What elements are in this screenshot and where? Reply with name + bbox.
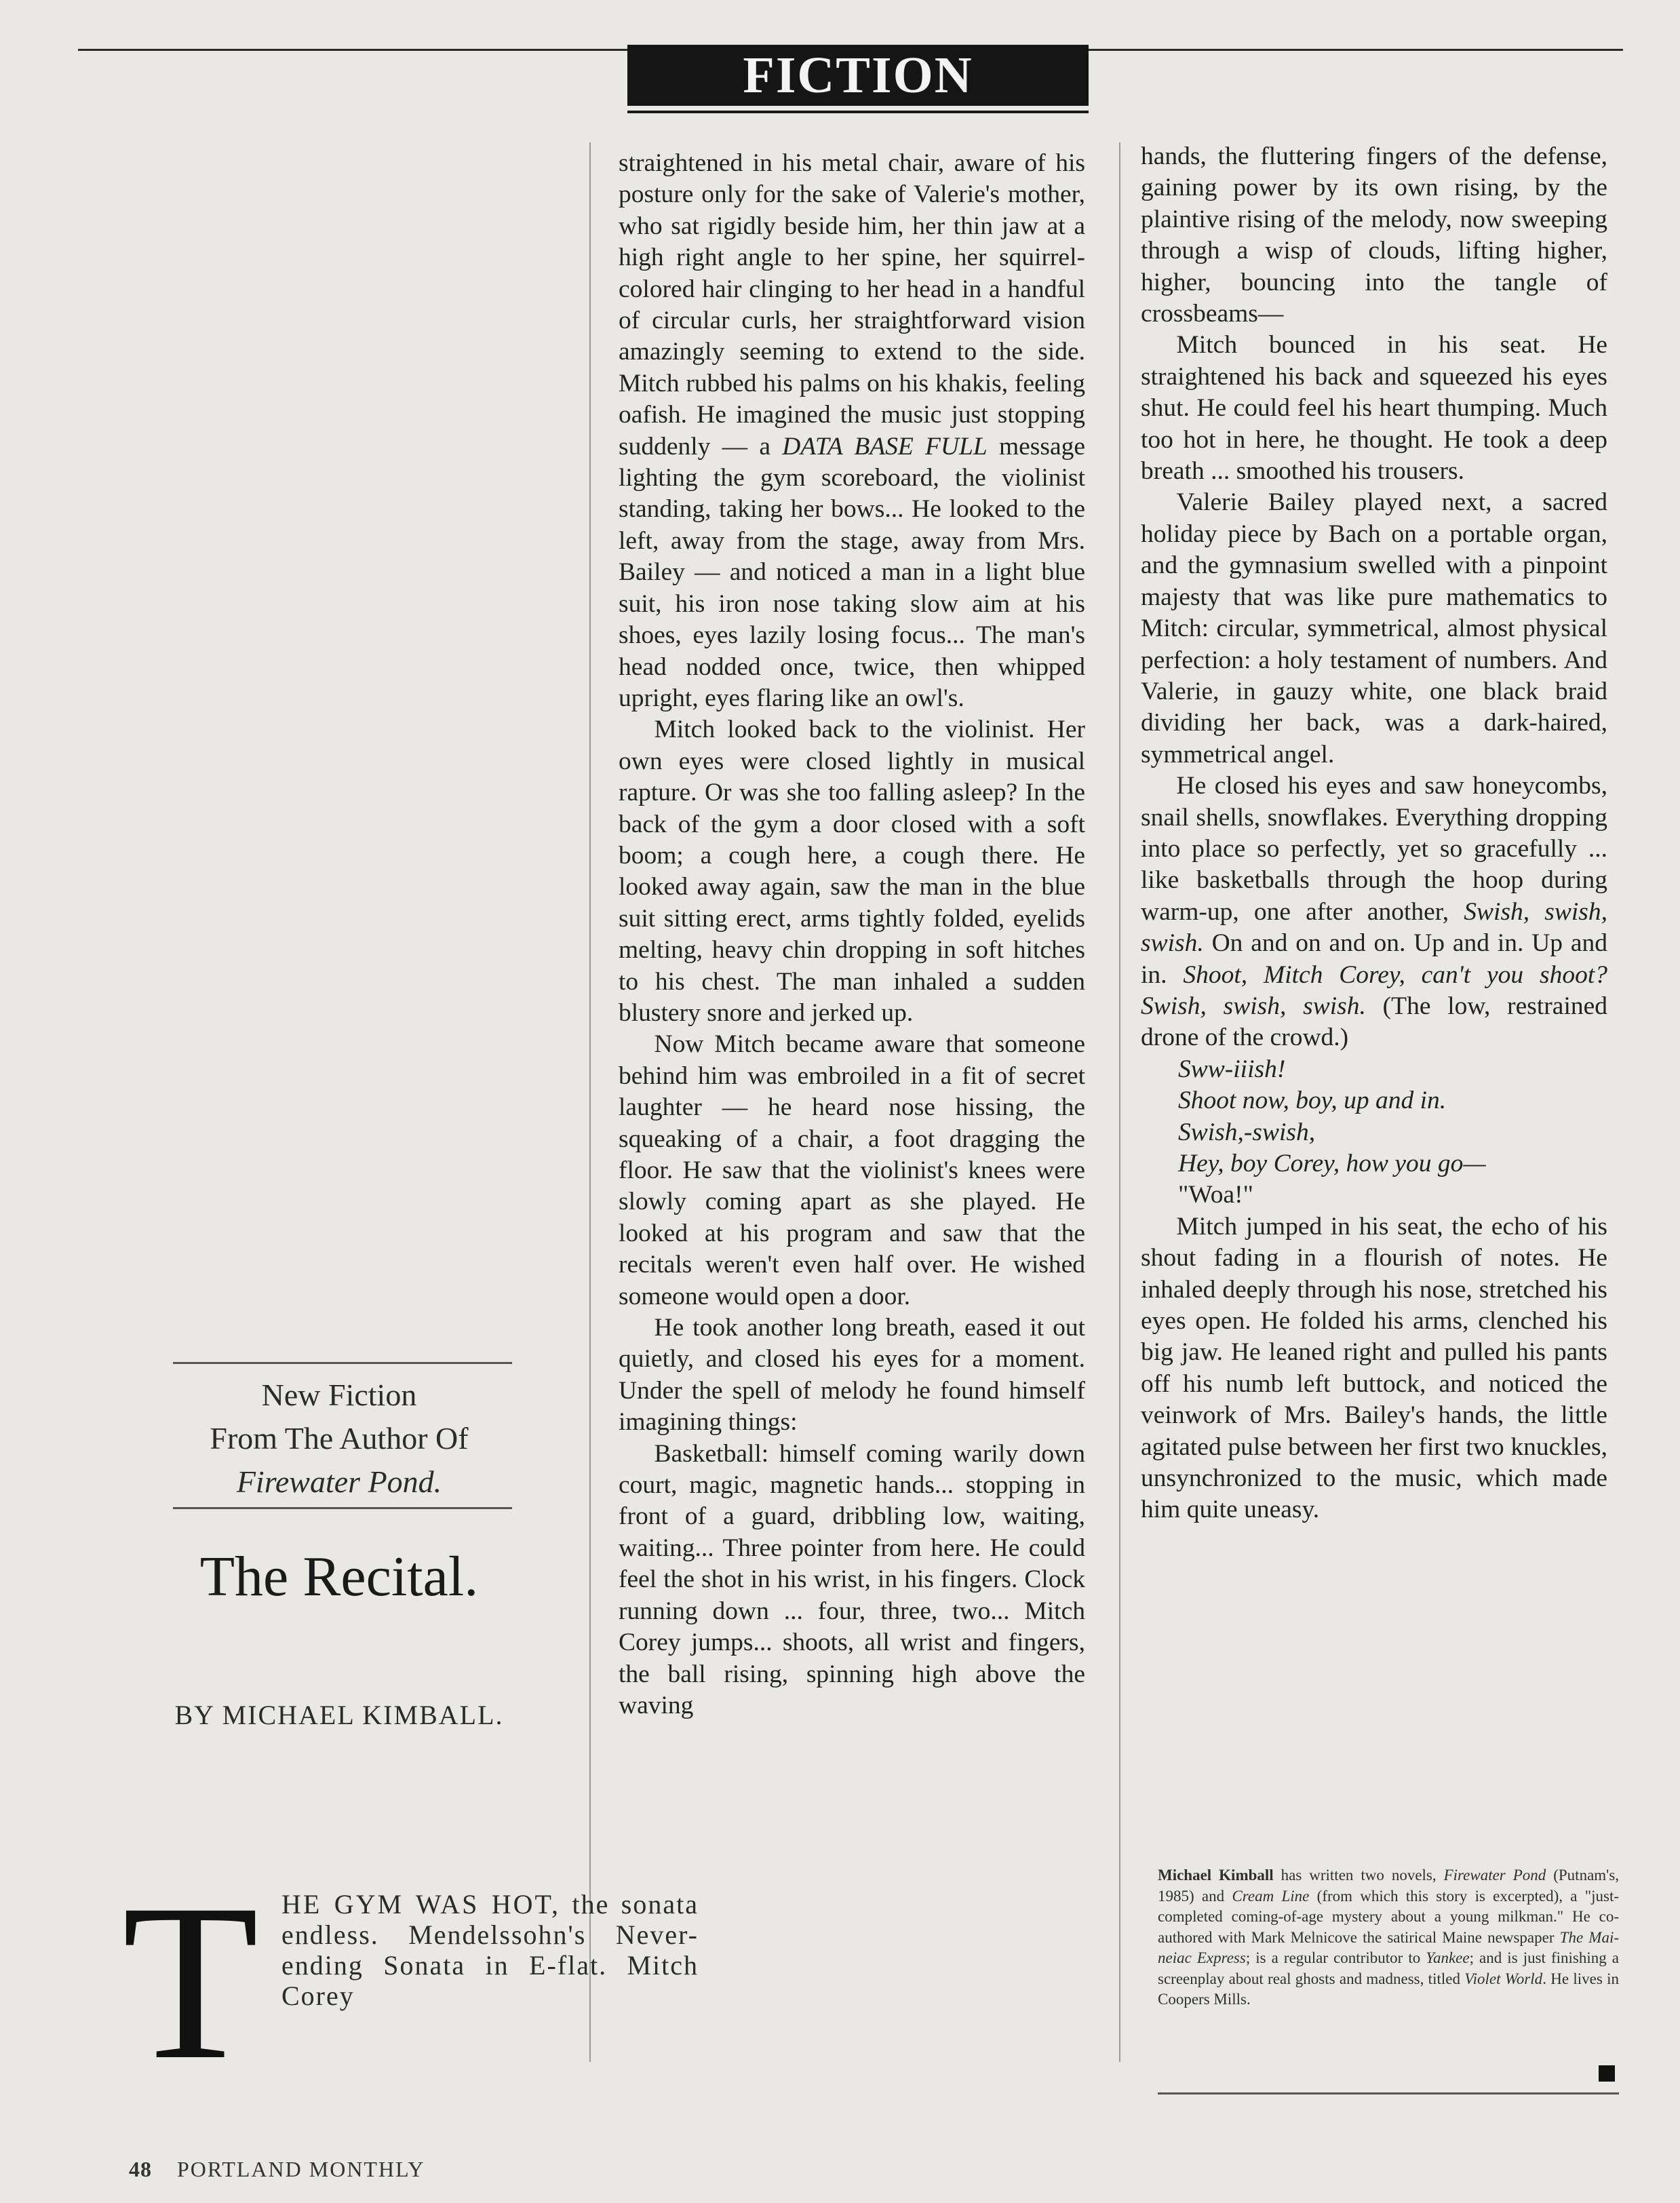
section-banner: FICTION — [627, 45, 1089, 106]
story-paragraph: Basketball: himself coming warily down court, magic, magnetic hands... stopping in front of a guard, dribbling low, waiting, waiting... Three pointer from here. He could feel the shot in his wrist, in his fingers. Clock running down ... four, three, two... Mitch Corey jumps... shoots, all wrist and fingers, the ball rising, spinning high above the waving — [619, 1439, 1085, 1719]
page-folio — [129, 2157, 425, 2182]
blurb-bottom-rule — [173, 1507, 512, 1509]
drop-cap: T — [122, 1858, 259, 2106]
verse-line: Shoot now, boy, up and in. — [1178, 1087, 1447, 1115]
magazine-title: Yankee — [1426, 1949, 1470, 1966]
column-divider-left — [589, 142, 591, 2062]
story-column-right — [1141, 141, 1607, 1526]
byline: BY MICHAEL KIMBALL. — [174, 1700, 504, 1730]
story-paragraph: He took another long breath, eased it out quietly, and closed his eyes for a moment. Under the spell of melody he found himself imagining things: — [619, 1314, 1085, 1437]
italic-phrase: Swish, swish, swish. — [1141, 897, 1607, 958]
publication-name: PORTLAND MONTHLY — [177, 2157, 425, 2181]
verse-line: "Woa!" — [1178, 1181, 1253, 1209]
italic-phrase: DATA BASE FULL — [782, 432, 988, 461]
bio-bottom-rule — [1158, 2092, 1619, 2094]
story-paragraph: Mitch bounced in his seat. He straightened his back and squeezed his eyes shut. He could feel his heart thumping. Much too hot in here, he thought. He took a deep breath ... smoothed his trousers. — [1141, 331, 1607, 486]
story-paragraph: straightened in his metal chair, aware of his posture only for the sake of Valerie's mother, who sat rigidly beside him, her thin jaw at a high right angle to her spine, her squirrel-colored hair clinging to her head in a handful of circular curls, her straightforward vision amazingly seeming to extend to the side. Mitch rubbed his palms on his khakis, feeling oafish. He imagined the music just stopping suddenly — a DATA BASE FULL message lighting the gym scoreboard, the violinist standing, taking her bows... He looked to the left, away from the stage, away from Mrs. Bailey — and noticed a man in a light blue suit, his iron nose taking slow aim at his shoes, eyes lazily losing focus... The man's head nodded once, twice, then whipped upright, eyes flaring like an owl's. — [619, 149, 1085, 712]
blurb-line: New Fiction — [261, 1378, 417, 1412]
story-paragraph: Mitch looked back to the violinist. Her own eyes were closed lightly in musical rapture. Or was she too falling asleep? In the back of the gym a door closed with a soft boom; a cough here, a cough there. He looked away again, saw the man in the blue suit sitting erect, arms tightly folded, eyelids melting, heavy chin dropping in soft hitches to his chest. The man inhaled a sudden blustery snore and jerked up. — [619, 716, 1085, 1027]
story-paragraph: He closed his eyes and saw honeycombs, snail shells, snowflakes. Everything dropping into place so perfectly, yet so gracefully ... like basketballs through the hoop during warm-up, one after another, Swish, swish, swish. On and on and on. Up and in. Up and in. Shoot, Mitch Corey, can't you shoot? Swish, swish, swish. (The low, restrained drone of the crowd.) — [1141, 772, 1608, 1052]
story-title: The Recital. — [199, 1545, 479, 1608]
author-name: Michael Kimball — [1158, 1867, 1274, 1884]
blurb-line: From The Author Of — [210, 1421, 469, 1456]
newspaper-title: The Mai-neiac Express — [1158, 1928, 1620, 1966]
opening-text — [281, 1889, 699, 2011]
story-paragraph: Now Mitch became aware that someone behind him was embroiled in a fit of secret laughter — he heard nose hissing, the squeaking of a chair, a foot dragging the floor. He saw that the violinist's knees were slowly coming apart as she played. He looked at his program and saw that the recitals weren't even half over. He wished someone would open a door. — [619, 1030, 1085, 1310]
story-opening — [122, 1858, 699, 2106]
banner-underline — [627, 111, 1089, 113]
blurb — [159, 1373, 519, 1504]
screenplay-title: Violet World — [1464, 1970, 1543, 1987]
end-of-story-mark — [1599, 2065, 1615, 2082]
blurb-top-rule — [173, 1362, 512, 1364]
verse-line: Hey, boy Corey, how you go— — [1178, 1150, 1486, 1177]
author-bio: Michael Kimball has written two novels, Firewater Pond (Putnam's, 1985) and Cream Line (from which this story is excerpted), a "just-completed coming-of-age mystery about a young milkman." He co-authored with Mark Melnicove the satirical Maine newspaper The Mai-neiac Express; is a regular contributor to Yankee; and is just finishing a screenplay about real ghosts and madness, titled Violet World. He lives in Coopers Mills. — [1158, 1867, 1620, 2008]
column-divider-right — [1119, 142, 1120, 2062]
book-title: Firewater Pond — [1443, 1867, 1546, 1884]
story-paragraph: hands, the fluttering fingers of the defense, gaining power by its own rising, by the plaintive rising of the melody, now sweeping through a wisp of clouds, lifting higher, higher, bouncing into the tangle of crossbeams— — [1141, 142, 1607, 328]
italic-phrase: Shoot, Mitch Corey, can't you shoot? Swish, swish, swish. — [1141, 960, 1608, 1020]
story-column-middle — [619, 148, 1085, 1721]
story-paragraph: Valerie Bailey played next, a sacred holiday piece by Bach on a portable organ, and the gymnasium swelled with a pinpoint majesty that was like pure mathematics to Mitch: circular, symmetrical, almost physical perfection: a holy testament of numbers. And Valerie, in gauzy white, one black braid dividing her back, was a dark-haired, symmetrical angel. — [1141, 488, 1607, 768]
verse-line: Swish,-swish, — [1178, 1118, 1316, 1146]
story-paragraph: Mitch jumped in his seat, the echo of his shout fading in a flourish of notes. He inhaled deeply through his nose, stretched his eyes open. He folded his arms, clenched his big jaw. He leaned right and pulled his pants off his numb left buttock, and noticed the veinwork of Mrs. Bailey's hands, the little agitated pulse between her first two knuckles, unsynchronized to the music, which made him quite uneasy. — [1141, 1212, 1607, 1524]
verse-line: Sww-iiish! — [1178, 1055, 1286, 1083]
book-title: Cream Line — [1232, 1887, 1310, 1905]
page-number: 48 — [129, 2157, 152, 2181]
opening-body: the sonata endless. Mendelssohn's Never-ending Sonata in E-flat. Mitch Corey — [281, 1889, 699, 2011]
blurb-book-title: Firewater Pond. — [236, 1464, 442, 1499]
opening-lead: HE GYM WAS HOT, — [281, 1889, 561, 1919]
